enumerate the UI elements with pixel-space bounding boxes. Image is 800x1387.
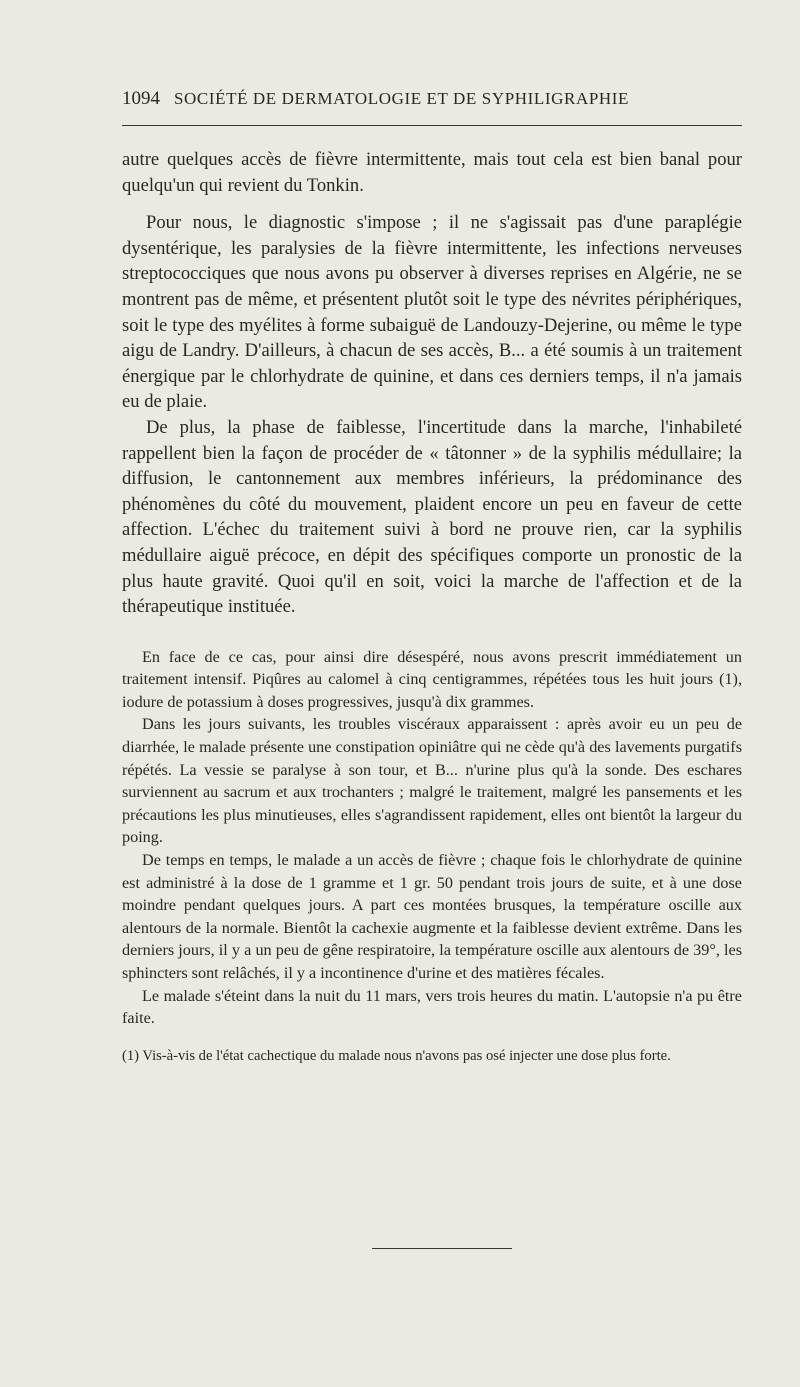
paragraph: En face de ce cas, pour ainsi dire désespéré, nous avons prescrit immédiatement un traitement intensif. Piqûres au calomel à cinq centigrammes, répétées tous les huit jours (1), iodure de potassium à doses progressives, jusqu'à dix grammes. (122, 647, 742, 711)
footnote-text: (1) Vis-à-vis de l'état cachectique du malade nous n'avons pas osé injecter une dose plus forte. (122, 1047, 671, 1064)
footnote (122, 1046, 742, 1066)
page-number: 1094 (122, 88, 160, 109)
header-rule (122, 125, 742, 126)
body-large-text (122, 147, 742, 620)
paragraph: De plus, la phase de faiblesse, l'incertitude dans la marche, l'inhabileté rappellent bien la façon de procéder de « tâtonner » de la syphilis médullaire; la diffusion, le cantonnement aux membres inférieurs, la prédominance des phénomènes du côté du mouvement, plaident encore un peu en faveur de cette affection. L'échec du traitement suivi à bord ne prouve rien, car la syphilis médullaire aiguë précoce, en dépit des spécifiques comporte un pronostic de la plus haute gravité. Quoi qu'il en soit, voici la marche de l'affection et de la thérapeutique instituée. (122, 416, 742, 618)
end-rule (372, 1248, 512, 1249)
paragraph: Dans les jours suivants, les troubles viscéraux apparaissent : après avoir eu un peu de diarrhée, le malade présente une constipation opiniâtre qui ne cède qu'à des lavements purgatifs répétés. La vessie se paralyse à son tour, et B... n'urine plus qu'à la sonde. Des eschares surviennent au sacrum et aux trochanters ; malgré le traitement, malgré les pansements et les précautions les plus minutieuses, elles s'agrandissent rapidement, elles ont bientôt la largeur du poing. (122, 715, 742, 847)
paragraph: Pour nous, le diagnostic s'impose ; il ne s'agissait pas d'une paraplégie dysentérique, les paralysies de la fièvre intermittente, les infections nerveuses streptococciques que nous avons pu observer à diverses reprises en Algérie, ne se montrent pas de même, et présentent plutôt soit le type des névrites périphériques, soit le type des myélites à forme subaiguë de Landouzy-Dejerine, ou même le type aigu de Landry. D'ailleurs, à chacun de ses accès, B... a été soumis à un traitement énergique par le chlorhydrate de quinine, et dans ces derniers temps, il n'a jamais eu de plaie. (122, 212, 742, 413)
running-title: SOCIÉTÉ DE DERMATOLOGIE ET DE SYPHILIGRAPHIE (174, 89, 630, 108)
paragraph: autre quelques accès de fièvre intermittente, mais tout cela est bien banal pour quelqu'un qui revient du Tonkin. (122, 149, 742, 196)
body-small-text (122, 646, 742, 1030)
paragraph: De temps en temps, le malade a un accès de fièvre ; chaque fois le chlorhydrate de quinine est administré à la dose de 1 gramme et 1 gr. 50 pendant trois jours de suite, et à une dose moindre pendant quelques jours. A part ces montées brusques, la température oscille aux alentours de la normale. Bientôt la cachexie augmente et la faiblesse devient extrême. Dans les derniers jours, il y a un peu de gêne respiratoire, la température oscille aux alentours de 39°, les sphincters sont relâchés, il y a incontinence d'urine et des matières fécales. (122, 851, 742, 982)
running-header (122, 88, 742, 110)
page-body (122, 147, 742, 1066)
paragraph: Le malade s'éteint dans la nuit du 11 mars, vers trois heures du matin. L'autopsie n'a pu être faite. (122, 986, 742, 1028)
